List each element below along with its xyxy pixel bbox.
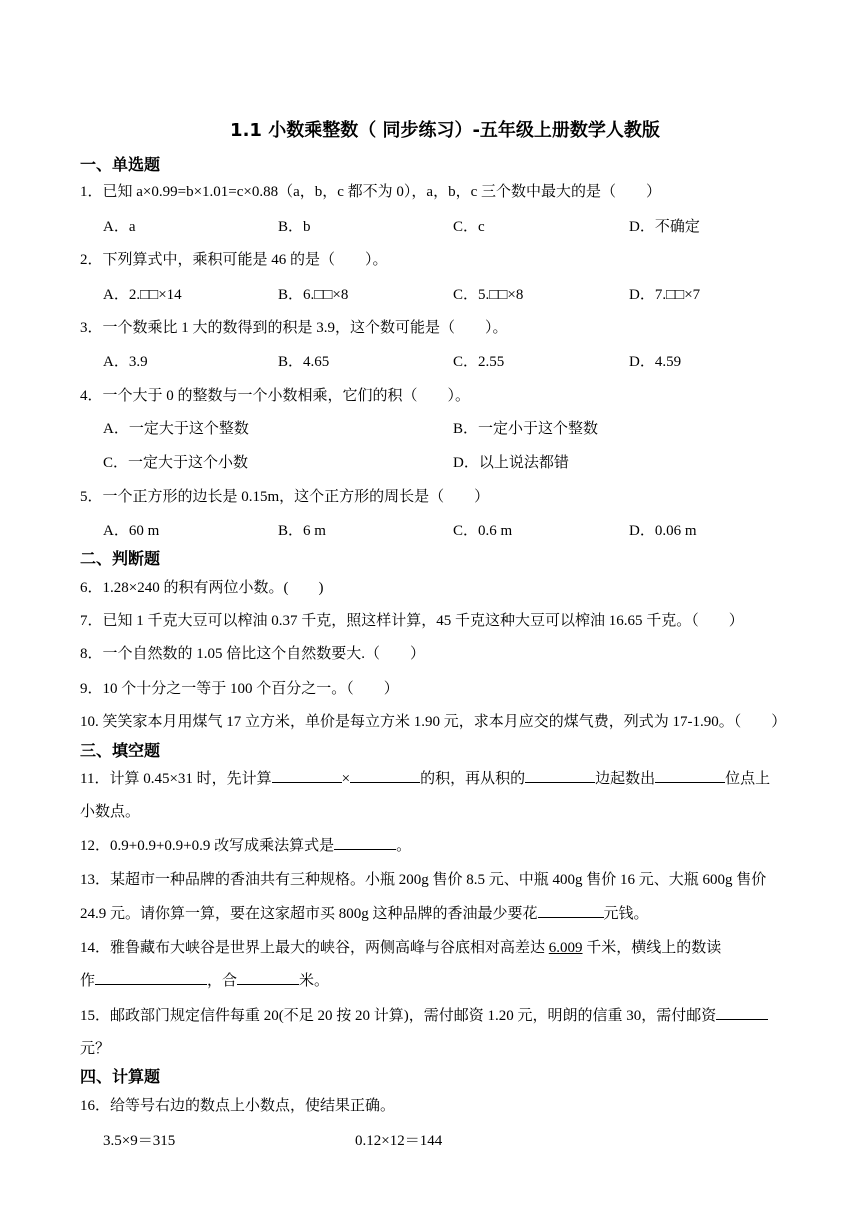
answer-blank[interactable] — [716, 1005, 768, 1020]
question-11-continued: 小数点。 — [80, 804, 141, 820]
q12-text-1: 12．0.9+0.9+0.9+0.9 改写成乘法算式是 — [80, 838, 335, 854]
q4-option-c: C．一定大于这个小数 — [103, 455, 249, 471]
answer-blank[interactable] — [350, 768, 420, 783]
question-5: 5．一个正方形的边长是 0.15m，这个正方形的周长是（ ） — [80, 489, 490, 505]
question-15-continued: 元？ — [80, 1041, 111, 1057]
answer-blank[interactable] — [334, 835, 396, 850]
section-heading-true-false: 二、判断题 — [80, 549, 161, 568]
calc-item-1: 3.5×9＝315 — [103, 1133, 176, 1149]
q1-option-a: A．a — [103, 219, 136, 235]
q3-option-c: C．2.55 — [453, 354, 505, 370]
q5-option-b: B．6 m — [278, 523, 326, 539]
answer-blank[interactable] — [655, 768, 725, 783]
q4-option-b: B．一定小于这个整数 — [453, 421, 599, 437]
question-13-continued — [80, 902, 649, 923]
answer-blank[interactable] — [272, 768, 342, 783]
question-2: 2．下列算式中，乘积可能是 46 的是（ ）。 — [80, 252, 388, 268]
answer-blank[interactable] — [95, 970, 207, 985]
q13-text-2: 元钱。 — [603, 906, 649, 922]
q2-option-d: D．7.□□×7 — [629, 287, 701, 303]
q15-text-1: 15．邮政部门规定信件每重 20(不足 20 按 20 计算)，需付邮资 1.20 元，明朗的信重 30，需付邮资 — [80, 1008, 717, 1024]
q13-text-1: 24.9 元。请你算一算，要在这家超市买 800g 这种品牌的香油最少要花 — [80, 906, 538, 922]
question-15 — [80, 1004, 768, 1025]
q3-option-d: D．4.59 — [629, 354, 682, 370]
question-10: 10. 笑笑家本月用煤气 17 立方米，单价是每立方米 1.90 元，求本月应交的煤气费，列式为 17-1.90。（ ） — [80, 714, 787, 730]
q4-option-a: A．一定大于这个整数 — [103, 421, 249, 437]
section-heading-calculation: 四、计算题 — [80, 1067, 161, 1086]
calc-item-2: 0.12×12＝144 — [355, 1133, 443, 1149]
q1-option-d: D．不确定 — [629, 219, 700, 235]
q2-option-a: A．2.□□×14 — [103, 287, 182, 303]
q5-option-a: A．60 m — [103, 523, 160, 539]
section-heading-single-choice: 一、单选题 — [80, 155, 161, 174]
q14-text-3: 作 — [80, 973, 96, 989]
answer-blank[interactable] — [237, 970, 299, 985]
q11-text-5: 位点上 — [725, 771, 771, 787]
q11-text-1: 11．计算 0.45×31 时，先计算 — [80, 771, 272, 787]
question-16: 16．给等号右边的数点上小数点，使结果正确。 — [80, 1098, 396, 1114]
q5-option-c: C．0.6 m — [453, 523, 513, 539]
question-6: 6．1.28×240 的积有两位小数。( ) — [80, 580, 324, 596]
q2-option-b: B．6.□□×8 — [278, 287, 349, 303]
q5-option-d: D．0.06 m — [629, 523, 697, 539]
question-13: 13．某超市一种品牌的香油共有三种规格。小瓶 200g 售价 8.5 元、中瓶 400g 售价 16 元、大瓶 600g 售价 — [80, 872, 767, 888]
q14-text-4: ，合 — [207, 973, 238, 989]
answer-blank[interactable] — [525, 768, 595, 783]
question-11 — [80, 767, 770, 788]
q14-text-1: 14．雅鲁藏布大峡谷是世界上最大的峡谷，两侧高峰与谷底相对高差达 — [80, 940, 549, 956]
q14-text-5: 米。 — [299, 973, 330, 989]
q12-text-2: 。 — [396, 838, 412, 854]
q11-text-3: 的积，再从积的 — [420, 771, 526, 787]
question-14 — [80, 936, 721, 957]
section-heading-fill-blank: 三、填空题 — [80, 741, 161, 760]
q11-text-4: 边起数出 — [595, 771, 656, 787]
page-title: 1.1 小数乘整数（ 同步练习）-五年级上册数学人教版 — [230, 120, 660, 141]
q14-text-2: 千米，横线上的数读 — [582, 940, 722, 956]
question-12 — [80, 834, 411, 855]
q4-option-d: D．以上说法都错 — [453, 455, 569, 471]
question-3: 3．一个数乘比 1 大的数得到的积是 3.9，这个数可能是（ ）。 — [80, 320, 508, 336]
answer-blank[interactable] — [538, 903, 604, 918]
q3-option-a: A．3.9 — [103, 354, 148, 370]
question-14-continued — [80, 969, 329, 990]
q1-option-c: C．c — [453, 219, 485, 235]
q11-text-2: × — [341, 771, 351, 787]
question-4: 4．一个大于 0 的整数与一个小数相乘，它们的积（ ）。 — [80, 388, 471, 404]
q3-option-b: B．4.65 — [278, 354, 330, 370]
question-1: 1．已知 a×0.99=b×1.01=c×0.88（a，b，c 都不为 0），a，b，c 三个数中最大的是（ ） — [80, 184, 661, 200]
question-8: 8．一个自然数的 1.05 倍比这个自然数要大.（ ） — [80, 646, 426, 662]
q14-underlined-number: 6.009 — [548, 940, 583, 956]
question-7: 7．已知 1 千克大豆可以榨油 0.37 千克，照这样计算，45 千克这种大豆可以榨油 16.65 千克。（ ） — [80, 613, 744, 629]
question-9: 9．10 个十分之一等于 100 个百分之一。（ ） — [80, 681, 399, 697]
q1-option-b: B．b — [278, 219, 311, 235]
q2-option-c: C．5.□□×8 — [453, 287, 524, 303]
